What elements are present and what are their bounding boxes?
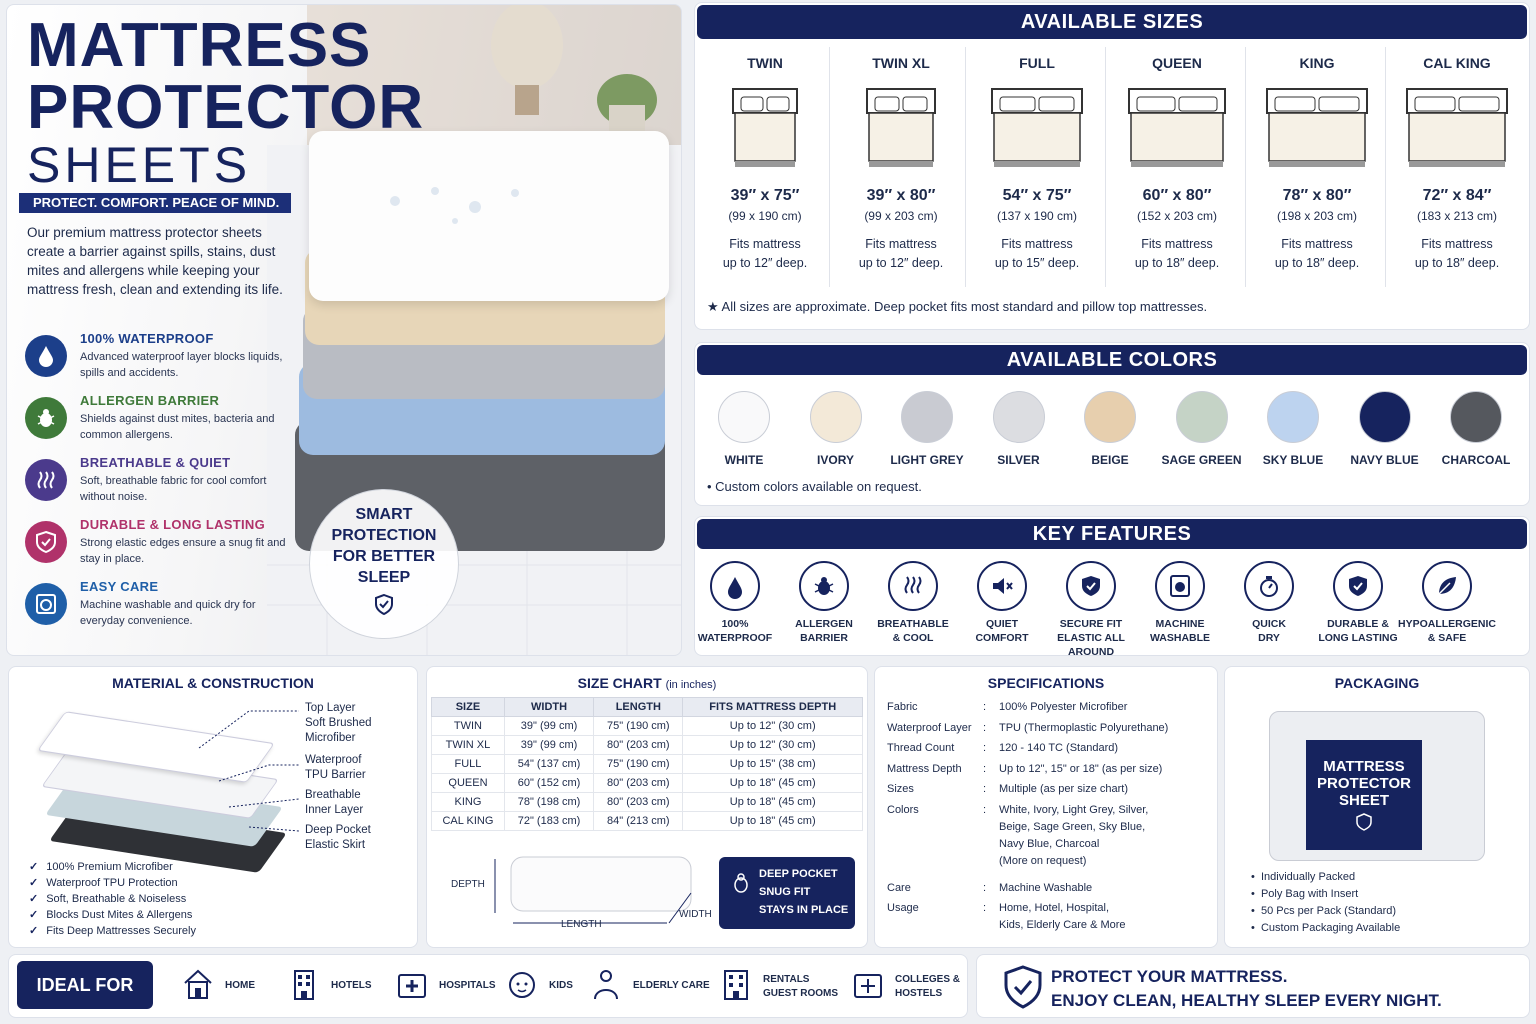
- key-features-header: KEY FEATURES: [697, 519, 1527, 549]
- intro-text: Our premium mattress protector sheets create a barrier against spills, stains, dust mites and allergens while keeping your mattress fresh, clean and extending its life.: [27, 225, 283, 297]
- size-fit: Fits mattress up to 15″ deep.: [994, 237, 1080, 270]
- bed-icon: [695, 83, 835, 173]
- spec-value: White, Ivory, Light Grey, Silver,: [999, 803, 1149, 816]
- swatch-sky-blue: [1267, 391, 1319, 443]
- swatch-label: LIGHT GREY: [890, 453, 964, 467]
- bed-icon: [967, 83, 1107, 173]
- size-card-0: [695, 43, 835, 291]
- washing-machine-icon: [1155, 561, 1205, 611]
- hero-panel: [6, 4, 682, 656]
- size-inches: 60″ x 80″: [1142, 187, 1212, 204]
- feature-title: 100% WATERPROOF: [80, 331, 214, 346]
- table-cell: Up to 15" (38 cm): [683, 755, 863, 774]
- packaging-panel: [1224, 666, 1530, 948]
- ideal-for-item: ELDERLY CARE: [633, 980, 710, 991]
- key-feature-label: MACHINE WASHABLE: [1149, 618, 1211, 644]
- spec-colon: :: [983, 783, 987, 795]
- size-cm: (99 x 190 cm): [728, 209, 802, 223]
- check-icon: ✓: [29, 925, 39, 937]
- key-feature-label: ALLERGEN BARRIER: [795, 618, 853, 644]
- table-cell: TWIN: [432, 717, 505, 736]
- bed-icon: [1247, 83, 1387, 173]
- size-inches: 39″ x 80″: [866, 187, 936, 204]
- key-feature-label: 100% WATERPROOF: [697, 618, 773, 644]
- spec-colon: :: [983, 721, 987, 734]
- bug-icon: [799, 561, 849, 611]
- key-feature-0: [694, 561, 785, 645]
- ideal-for-item: COLLEGES & HOSTELS: [895, 974, 961, 999]
- chart-header: FITS MATTRESS DEPTH: [683, 698, 863, 717]
- hospital-icon: [395, 967, 429, 1001]
- table-cell: 60" (152 cm): [504, 774, 593, 793]
- table-cell: 39" (99 cm): [504, 736, 593, 755]
- packaging-item: • Poly Bag with Insert: [1251, 888, 1359, 900]
- spec-value: Navy Blue, Charcoal: [999, 837, 1100, 850]
- bed-icon: [831, 83, 971, 173]
- shield-icon: [1356, 813, 1372, 831]
- size-divider: [1105, 47, 1106, 287]
- table-row: [432, 755, 863, 774]
- material-check-item: ✓ Waterproof TPU Protection: [29, 877, 178, 889]
- size-name: FULL: [1019, 55, 1055, 71]
- table-cell: Up to 18" (45 cm): [683, 793, 863, 812]
- table-row: [432, 793, 863, 812]
- table-cell: Up to 18" (45 cm): [683, 812, 863, 831]
- spec-key: Mattress Depth: [887, 762, 962, 775]
- ideal-for-item: RENTALS GUEST ROOMS: [763, 974, 839, 999]
- size-name: CAL KING: [1423, 55, 1491, 71]
- table-cell: 80" (203 cm): [594, 793, 683, 812]
- hotel-icon: [287, 967, 321, 1001]
- spec-colon: :: [983, 803, 987, 816]
- available-colors-panel: [694, 342, 1530, 506]
- size-inches: 78″ x 80″: [1282, 187, 1352, 204]
- badge-line: PROTECTION: [331, 527, 437, 544]
- size-name: QUEEN: [1152, 55, 1202, 71]
- table-row: [432, 736, 863, 755]
- swatch-label: SAGE GREEN: [1161, 453, 1242, 467]
- material-check-item: ✓ Soft, Breathable & Noiseless: [29, 893, 187, 905]
- swatch-label: SILVER: [997, 453, 1040, 467]
- table-cell: 72" (183 cm): [504, 812, 593, 831]
- table-cell: TWIN XL: [432, 736, 505, 755]
- swatch-label: BEIGE: [1091, 453, 1129, 467]
- sizes-header: AVAILABLE SIZES: [697, 5, 1527, 39]
- width-label: WIDTH: [679, 909, 712, 920]
- colors-note: • Custom colors available on request.: [707, 479, 922, 494]
- length-label: LENGTH: [561, 919, 602, 930]
- mattress-dimension-diagram: [487, 853, 727, 943]
- feature-breathable: [25, 455, 295, 513]
- stopwatch-icon: [1244, 561, 1294, 611]
- swatch-light-grey: [901, 391, 953, 443]
- chart-header: WIDTH: [504, 698, 593, 717]
- specifications-title: SPECIFICATIONS: [987, 675, 1105, 691]
- layer-pointer-lines: [189, 703, 309, 853]
- size-cm: (183 x 213 cm): [1416, 209, 1498, 223]
- badge-line: SMART: [355, 506, 413, 523]
- page-title-line2: PROTECTOR: [27, 73, 425, 142]
- key-feature-3: [952, 561, 1052, 645]
- key-feature-5: [1130, 561, 1230, 645]
- layer-label-skirt: Deep Pocket Elastic Skirt: [305, 824, 371, 851]
- size-divider: [1245, 47, 1246, 287]
- swatch-ivory: [810, 391, 862, 443]
- promise-line1: PROTECT YOUR MATTRESS.: [1051, 967, 1288, 986]
- size-inches: 39″ x 75″: [730, 187, 800, 204]
- swatch-label: WHITE: [724, 453, 764, 467]
- badge-line: FOR BETTER: [332, 548, 436, 565]
- table-cell: Up to 18" (45 cm): [683, 774, 863, 793]
- spec-colon: :: [983, 742, 987, 754]
- size-fit: Fits mattress up to 12″ deep.: [722, 237, 808, 270]
- ideal-for-item: HOSPITALS: [439, 980, 496, 991]
- spec-key: Sizes: [887, 783, 914, 795]
- table-cell: 75" (190 cm): [594, 755, 683, 774]
- swatch-charcoal: [1450, 391, 1502, 443]
- layer-label-top: Top Layer Soft Brushed Microfiber: [305, 702, 372, 744]
- spec-value: 120 - 140 TC (Standard): [999, 742, 1119, 754]
- size-fit: Fits mattress up to 18″ deep.: [1414, 237, 1500, 270]
- spec-value: Home, Hotel, Hospital,: [999, 902, 1110, 914]
- spec-value: Machine Washable: [999, 881, 1093, 894]
- table-row: [432, 774, 863, 793]
- water-drop-icon: [710, 561, 760, 611]
- table-cell: 80" (203 cm): [594, 736, 683, 755]
- shield-check-icon: [1333, 561, 1383, 611]
- sizes-note: ★ All sizes are approximate. Deep pocket fits most standard and pillow top mattresses.: [707, 299, 1208, 314]
- page-title-line1: MATTRESS: [27, 11, 372, 80]
- swatch-sage-green: [1176, 391, 1228, 443]
- material-check-item: ✓ Fits Deep Mattresses Securely: [29, 925, 196, 937]
- elderly-icon: [589, 967, 623, 1001]
- feature-title: EASY CARE: [80, 579, 159, 594]
- spec-colon: :: [983, 762, 987, 775]
- feature-desc: Strong elastic edges ensure a snug fit and stay in place.: [80, 537, 286, 565]
- size-name: TWIN XL: [872, 55, 930, 71]
- bed-icon: [1107, 83, 1247, 173]
- table-row: [432, 717, 863, 736]
- bug-icon: [729, 871, 753, 895]
- material-title: MATERIAL & CONSTRUCTION: [112, 675, 314, 691]
- swatch-white: [718, 391, 770, 443]
- size-card-4: [1247, 43, 1387, 291]
- table-cell: CAL KING: [432, 812, 505, 831]
- swatch-label: IVORY: [817, 453, 854, 467]
- key-feature-label: DURABLE & LONG LASTING: [1318, 618, 1398, 644]
- feature-desc: Soft, breathable fabric for cool comfort without noise.: [80, 475, 267, 503]
- size-fit: Fits mattress up to 18″ deep.: [1274, 237, 1360, 270]
- table-cell: 54" (137 cm): [504, 755, 593, 774]
- size-name: TWIN: [747, 55, 783, 71]
- mute-icon: [977, 561, 1027, 611]
- check-icon: ✓: [29, 861, 39, 873]
- table-cell: FULL: [432, 755, 505, 774]
- colors-header: AVAILABLE COLORS: [697, 345, 1527, 375]
- building-icon: [719, 967, 753, 1001]
- feature-durable: [25, 517, 295, 575]
- promise-panel: [976, 954, 1530, 1018]
- baby-icon: [505, 967, 539, 1001]
- table-cell: 39" (99 cm): [504, 717, 593, 736]
- table-cell: 80" (203 cm): [594, 774, 683, 793]
- spec-colon: :: [983, 902, 987, 914]
- key-feature-7: [1308, 561, 1408, 645]
- spec-value: TPU (Thermoplastic Polyurethane): [999, 721, 1169, 734]
- bug-icon: [25, 397, 67, 439]
- packaging-item: • Individually Packed: [1251, 871, 1356, 883]
- size-fit: Fits mattress up to 12″ deep.: [858, 237, 944, 270]
- table-cell: Up to 12" (30 cm): [683, 736, 863, 755]
- leaf-icon: [1422, 561, 1472, 611]
- size-inches: 72″ x 84″: [1422, 187, 1492, 204]
- size-chart-title: SIZE CHART (in inches): [577, 675, 717, 691]
- size-divider: [965, 47, 966, 287]
- deep-pocket-badge: DEEP POCKET SNUG FIT STAYS IN PLACE: [719, 857, 855, 929]
- specifications-panel: [874, 666, 1218, 948]
- feature-title: BREATHABLE & QUIET: [80, 455, 231, 470]
- table-cell: QUEEN: [432, 774, 505, 793]
- ideal-for-item: HOME: [225, 980, 255, 991]
- spec-key: Fabric: [887, 701, 918, 713]
- packaging-item: • 50 Pcs per Pack (Standard): [1251, 905, 1397, 917]
- depth-label: DEPTH: [451, 879, 485, 890]
- feature-desc: Advanced waterproof layer blocks liquids, spills and accidents.: [80, 351, 283, 379]
- check-icon: ✓: [29, 893, 39, 905]
- key-feature-label: QUIET COMFORT: [975, 618, 1029, 644]
- heat-wave-icon: [888, 561, 938, 611]
- size-card-1: [831, 43, 971, 291]
- feature-desc: Machine washable and quick dry for everyday convenience.: [80, 599, 256, 627]
- spec-value: Up to 12", 15" or 18" (as per size): [999, 762, 1163, 775]
- available-sizes-panel: [694, 2, 1530, 330]
- shield-check-icon: [374, 594, 394, 616]
- spec-colon: :: [983, 701, 987, 713]
- key-feature-label: QUICK DRY: [1252, 618, 1286, 644]
- material-panel: [8, 666, 418, 948]
- ideal-for-panel: [8, 954, 968, 1018]
- table-cell: 84" (213 cm): [594, 812, 683, 831]
- packaging-title: PACKAGING: [1334, 675, 1420, 691]
- spec-value: Beige, Sage Green, Sky Blue,: [999, 820, 1146, 833]
- size-card-5: [1387, 43, 1527, 291]
- spec-key: Usage: [887, 902, 919, 914]
- size-name: KING: [1299, 55, 1335, 71]
- shield-check-icon: [25, 521, 67, 563]
- washing-machine-icon: [25, 583, 67, 625]
- key-features-panel: [694, 516, 1530, 656]
- feature-desc: Shields against dust mites, bacteria and common allergens.: [80, 413, 275, 441]
- key-feature-8: [1397, 561, 1497, 645]
- key-feature-2: [863, 561, 963, 645]
- size-divider: [1385, 47, 1386, 287]
- size-cm: (137 x 190 cm): [996, 209, 1078, 223]
- promise-line2: ENJOY CLEAN, HEALTHY SLEEP EVERY NIGHT.: [1051, 991, 1442, 1010]
- chart-header: SIZE: [432, 698, 505, 717]
- table-cell: KING: [432, 793, 505, 812]
- swatch-silver: [993, 391, 1045, 443]
- layer-label-waterproof: Waterproof TPU Barrier: [305, 754, 366, 781]
- table-cell: 75" (190 cm): [594, 717, 683, 736]
- water-drop-icon: [25, 335, 67, 377]
- size-card-2: [967, 43, 1107, 291]
- key-feature-label: SECURE FIT ELASTIC ALL AROUND: [1057, 618, 1125, 656]
- spec-key: Care: [887, 881, 911, 894]
- size-card-3: [1107, 43, 1247, 291]
- ideal-for-item: HOTELS: [331, 980, 372, 991]
- shield-check-icon: [1066, 561, 1116, 611]
- key-feature-label: BREATHABLE & COOL: [877, 618, 949, 644]
- spec-colon: :: [983, 881, 987, 894]
- air-flow-icon: [25, 459, 67, 501]
- chart-header: LENGTH: [594, 698, 683, 717]
- bed-icon: [1387, 83, 1527, 173]
- ideal-for-item: KIDS: [549, 980, 573, 991]
- size-fit: Fits mattress up to 18″ deep.: [1134, 237, 1220, 270]
- feature-waterproof: [25, 331, 295, 389]
- size-divider: [829, 47, 830, 287]
- smart-protection-badge: [309, 489, 459, 639]
- feature-title: ALLERGEN BARRIER: [80, 393, 220, 408]
- swatch-label: CHARCOAL: [1441, 453, 1511, 467]
- swatch-label: SKY BLUE: [1262, 453, 1324, 467]
- spec-key: Thread Count: [887, 742, 955, 754]
- spec-key: Waterproof Layer: [887, 721, 972, 734]
- package-image: MATTRESS PROTECTOR SHEET: [1269, 711, 1485, 861]
- size-inches: 54″ x 75″: [1002, 187, 1072, 204]
- spec-key: Colors: [887, 803, 919, 816]
- size-cm: (198 x 203 cm): [1276, 209, 1358, 223]
- size-cm: (152 x 203 cm): [1136, 209, 1218, 223]
- swatch-label: NAVY BLUE: [1350, 453, 1419, 467]
- college-icon: [851, 967, 885, 1001]
- spec-value: Kids, Elderly Care & More: [999, 919, 1126, 931]
- check-icon: ✓: [29, 877, 39, 889]
- key-feature-6: [1219, 561, 1319, 645]
- table-cell: 78" (198 cm): [504, 793, 593, 812]
- table-row: [432, 812, 863, 831]
- check-icon: ✓: [29, 909, 39, 921]
- size-chart-panel: [426, 666, 868, 948]
- material-check-item: ✓ Blocks Dust Mites & Allergens: [29, 909, 193, 921]
- swatch-beige: [1084, 391, 1136, 443]
- feature-title: DURABLE & LONG LASTING: [80, 517, 265, 532]
- spec-value: 100% Polyester Microfiber: [999, 701, 1128, 713]
- layer-label-breathable: Breathable Inner Layer: [305, 789, 364, 816]
- swatch-navy-blue: [1359, 391, 1411, 443]
- size-cm: (99 x 203 cm): [864, 209, 938, 223]
- key-feature-4: [1041, 561, 1141, 656]
- feature-allergen: [25, 393, 295, 451]
- packaging-item: • Custom Packaging Available: [1251, 922, 1401, 934]
- key-feature-label: HYPOALLERGENIC & SAFE: [1397, 618, 1496, 644]
- feature-easy-care: [25, 579, 295, 637]
- spec-value: Multiple (as per size chart): [999, 783, 1128, 795]
- home-icon: [181, 967, 215, 1001]
- size-chart-table: [431, 697, 863, 831]
- table-cell: Up to 12" (30 cm): [683, 717, 863, 736]
- badge-line: SLEEP: [357, 569, 411, 586]
- tagline: PROTECT. COMFORT. PEACE OF MIND.: [19, 193, 291, 213]
- key-feature-1: [774, 561, 874, 645]
- material-check-item: ✓ 100% Premium Microfiber: [29, 861, 173, 873]
- ideal-for-label: IDEAL FOR: [17, 961, 153, 1009]
- spec-value: (More on request): [999, 854, 1087, 867]
- sheet-stack-image: [295, 131, 675, 551]
- shield-check-icon: [1003, 965, 1043, 1009]
- page-title-line3: SHEETS: [27, 137, 252, 193]
